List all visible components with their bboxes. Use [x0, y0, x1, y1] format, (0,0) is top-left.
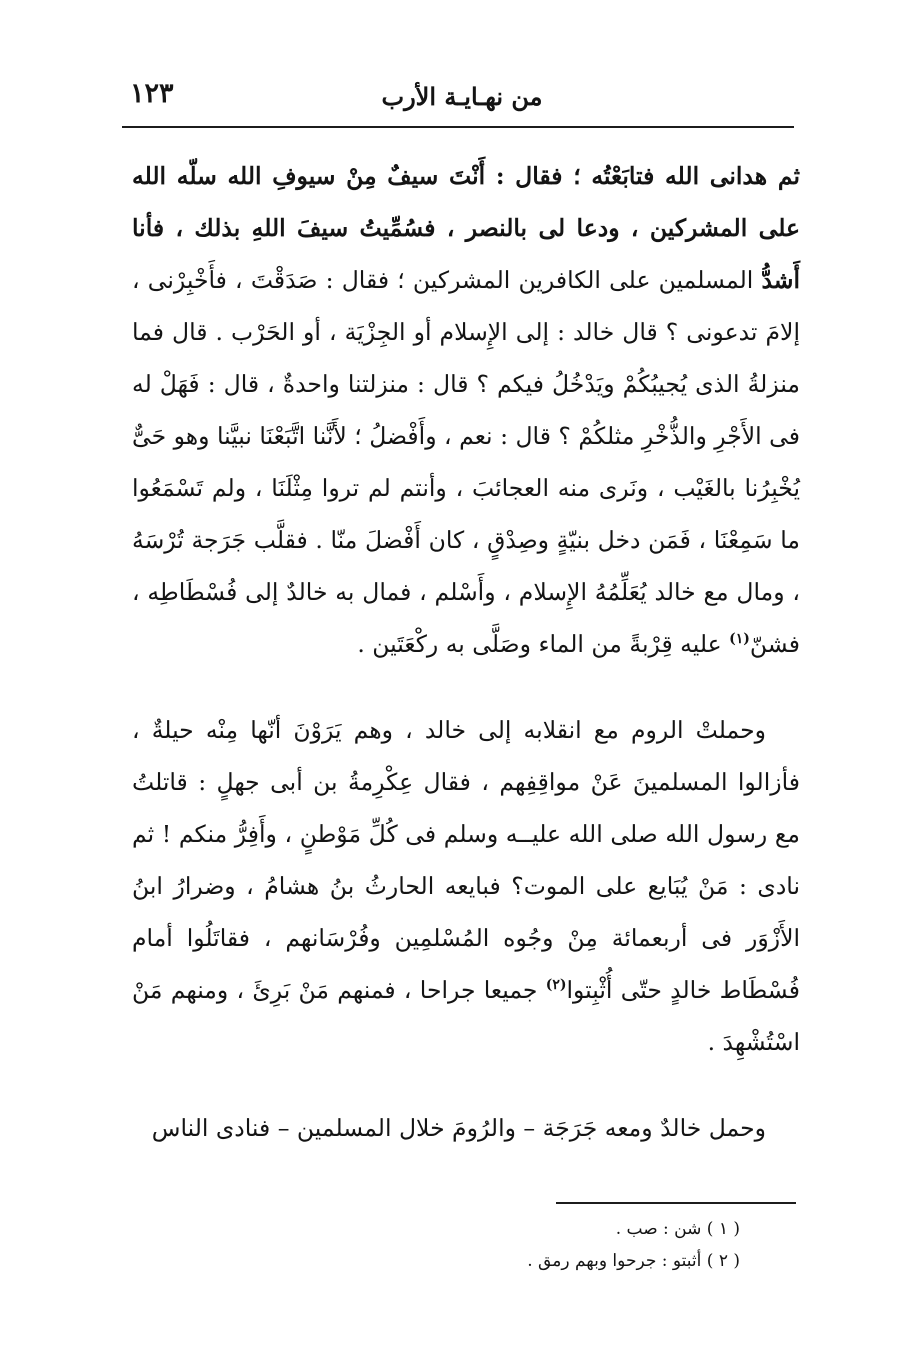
paragraph-1-text: المسلمين على الكافرين المشركين ؛ فقال : صَدَقْتَ ، فأَخْبِرْنى ، إلامَ تدعونى ؟ قال خالد : إلى الإِسلام أو الجِزْيَة ، أو الحَرْب . قال فما منزلةُ الذى يُجيبُكُمْ ويَدْخُلُ فيكم ؟ قال : منزلتنا واحدةٌ ، قال : فَهَلْ له فى الأَجْرِ والذُّخْرِ مثلكُمْ ؟ قال : نعم ، وأَفْضلُ ؛ لأَنَّنا اتَّبَعْنَا نبيَّنا وهو حَىٌّ يُخْبِرُنا بالغَيْب ، ونَرى منه العجائبَ ، وأنتم لم تروا مِثْلَنَا ، ولم تَسْمَعُوا ما سَمِعْنَا ، فَمَن دخل بنيّةٍ وصِدْقٍ ، كان أَفْضلَ منّا . فقلَّب جَرَجة تُرْسَهُ ، ومال مع خالد يُعَلِّمُهُ الإِسلام ، وأَسْلم ، فمال به خالدٌ إلى فُسْطَاطِه ، فشنّ [132, 266, 800, 658]
footnote-ref-1: (١) [729, 631, 750, 648]
footnotes [400, 1213, 740, 1277]
footnote-rule [556, 1202, 796, 1204]
footnote-2: ( ٢ ) أثبتو : جرحوا وبهم رمق . [527, 1251, 740, 1271]
footnote-1: ( ١ ) شن : صب . [615, 1219, 740, 1239]
paragraph-3: وحمل خالدٌ ومعه جَرَجَة – والرُومَ خلال المسلمين – فنادى الناس [151, 1114, 766, 1142]
paragraph-gap [132, 1068, 800, 1102]
paragraph-2-text-b: جميعا جراحا ، فمنهم مَنْ بَرِئَ ، ومنهم مَنْ اسْتُشْهِدَ . [132, 976, 800, 1056]
paragraph-1-bold-lead: ثم هدانى الله فتابَعْتُه ؛ فقال : أَنْتَ سيفٌ مِنْ سيوفِ الله سلّه الله على المشركين ، ودعا لى بالنصر ، فسُمِّيتُ سيفَ اللهِ بذلك ، فأنا أَشدُّ [132, 162, 800, 294]
header-rule [122, 126, 794, 128]
page-header [130, 72, 794, 118]
page-number: ١٢٣ [130, 78, 174, 109]
running-title: من نهـايـة الأرب [381, 82, 543, 111]
paragraph-1-tail: عليه قِرْبةً من الماء وصَلَّى به ركْعَتَين . [357, 630, 730, 658]
paragraph-1 [132, 150, 800, 670]
paragraph-2 [132, 704, 800, 1068]
paragraph-gap [132, 670, 800, 704]
body-text [132, 150, 800, 1154]
paragraph-2-text-a: وحملتْ الروم مع انقلابه إلى خالد ، وهم يَرَوْنَ أنّها مِنْه حيلةٌ ، فأزالوا المسلمينَ عَنْ مواقِفِهم ، فقال عِكْرِمةُ بن أبى جهلٍ : قاتلتُ مع رسول الله صلى الله عليــه وسلم فى كُلِّ مَوْطنٍ ، وأَفِرُّ منكم ! ثم نادى : مَنْ يُبَايع على الموت؟ فبايعه الحارثُ بنُ هشامُ ، وضرارُ ابنُ الأَزْوَر فى أربعمائة مِنْ وجُوه المُسْلمِين وفُرْسَانهم ، فقاتَلُوا أمام فُسْطَاط خالدٍ حتّى أُثْبِتوا [132, 716, 800, 1004]
footnote-ref-2: (٢) [545, 977, 567, 994]
